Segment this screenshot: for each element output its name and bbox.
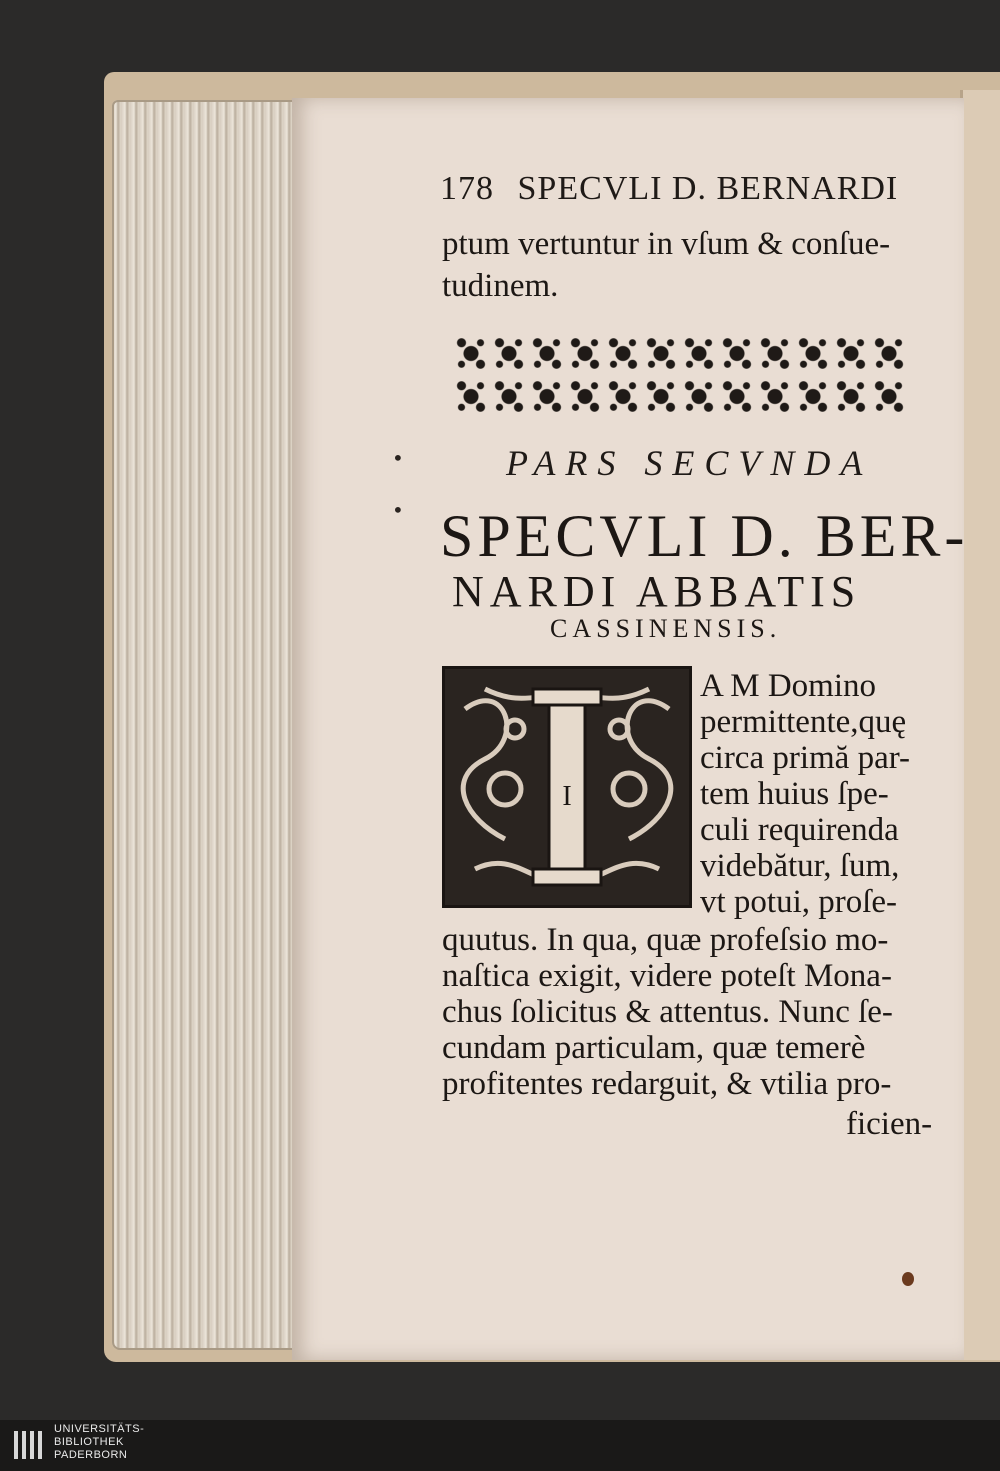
text-line: chus ſolicitus & attentus. Nunc ſe- [442,994,893,1030]
text-line: tem huius ſpe- [700,776,889,812]
margin-mark: • [392,446,404,470]
heading-line-2: NARDI ABBATIS [452,567,862,616]
library-name-line: PADERBORN [54,1449,128,1461]
text-line: naſtica exigit, videre poteſt Mona- [442,958,892,994]
text-line: cundam particulam, quæ temerè [442,1030,866,1066]
initial-letter: I [562,781,572,812]
margin-mark: • [392,498,404,522]
page-edges [112,100,298,1350]
library-logo-icon [8,1425,48,1465]
page-number: 178 [440,170,494,207]
text-line: quutus. In qua, quæ profeſsio mo- [442,922,889,958]
catchword: ficien- [846,1106,933,1142]
running-head [440,170,940,208]
decorative-ornament-band [452,332,912,418]
decorated-initial-graphic [445,669,689,905]
text-line: circa primă par- [700,740,911,776]
library-name [54,1423,144,1462]
heading-line-1: SPECVLI D. BER- [440,503,969,569]
text-line: vt potui, proſe- [700,884,898,920]
paper-stain [902,1272,914,1286]
text-line: culi requirenda [700,812,899,848]
library-footer-bar [0,1420,1000,1471]
text-line: permittente,quę [700,704,907,740]
decorated-initial [442,666,692,908]
section-label: PARS SECVNDA [506,443,873,483]
running-title: SPECVLI D. BERNARDI [517,170,899,207]
text-line: tudinem. [442,268,559,304]
library-name-line: UNIVERSITÄTS- [54,1423,145,1435]
facing-page-edge [960,90,1000,1360]
text-line: videbătur, ſum, [700,848,900,884]
heading-line-3: CASSINENSIS. [550,614,782,643]
library-name-line: BIBLIOTHEK [54,1436,124,1448]
text-line: profitentes redarguit, & vtilia pro- [442,1066,892,1102]
text-line: A M Domino [700,668,877,704]
text-line: ptum vertuntur in vſum & conſue- [442,226,891,262]
